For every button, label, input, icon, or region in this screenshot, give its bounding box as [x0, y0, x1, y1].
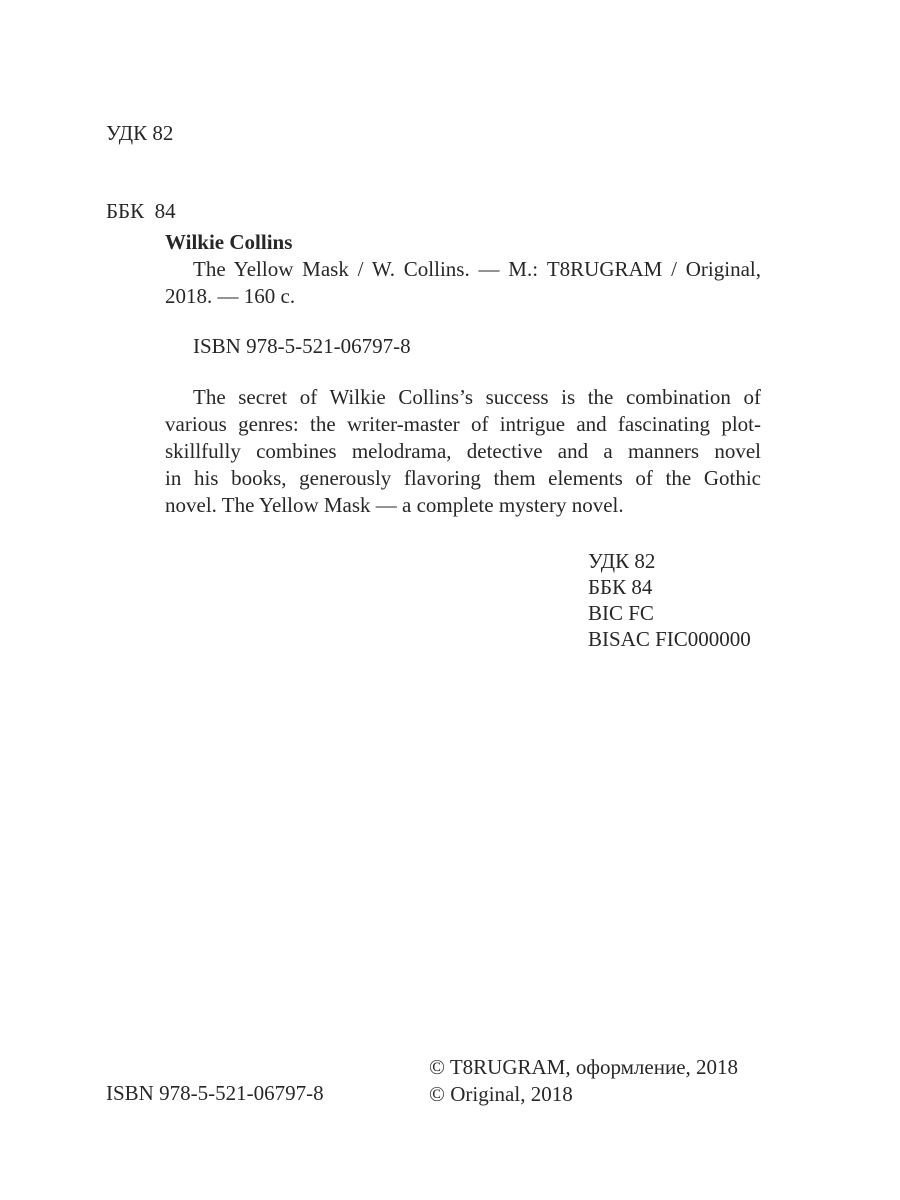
footer-isbn: ISBN 978-5-521-06797-8: [106, 1081, 324, 1105]
bisac-code: BISAC FIC000000: [588, 627, 751, 651]
bbk-code: ББК 84: [588, 575, 653, 599]
copyright-line-publisher: © T8RUGRAM, оформление, 2018: [429, 1055, 739, 1079]
bibliographic-line-2: 2018. — 160 с.: [165, 284, 296, 308]
annotation-line: in his books, generously flavoring them elements of the Gothic: [165, 466, 761, 490]
annotation-line: various genres: the writer-master of intrigue and fascinating plot-: [165, 412, 761, 436]
annotation-line: novel. The Yellow Mask — a complete mystery novel.: [165, 493, 624, 517]
udk-code: УДК 82: [588, 549, 656, 573]
bibliographic-line-1: The Yellow Mask / W. Collins. — М.: T8RUGRAM / Original,: [193, 257, 761, 281]
classification-codes-block: [588, 548, 751, 652]
annotation-line: skillfully combines melodrama, detective and a manners novel: [165, 439, 761, 463]
isbn-number: ISBN 978-5-521-06797-8: [193, 334, 411, 358]
annotation-paragraph: [165, 384, 761, 519]
annotation-line: The secret of Wilkie Collins’s success is the combination of: [193, 385, 761, 409]
bibliographic-entry: [165, 229, 761, 310]
copyright-line-original: © Original, 2018: [429, 1082, 573, 1106]
author-name: Wilkie Collins: [165, 230, 293, 254]
udk-code: УДК 82: [106, 121, 174, 145]
copyright-block: [429, 1054, 738, 1108]
bbk-code: ББК 84: [106, 199, 176, 223]
bic-code: BIC FC: [588, 601, 654, 625]
